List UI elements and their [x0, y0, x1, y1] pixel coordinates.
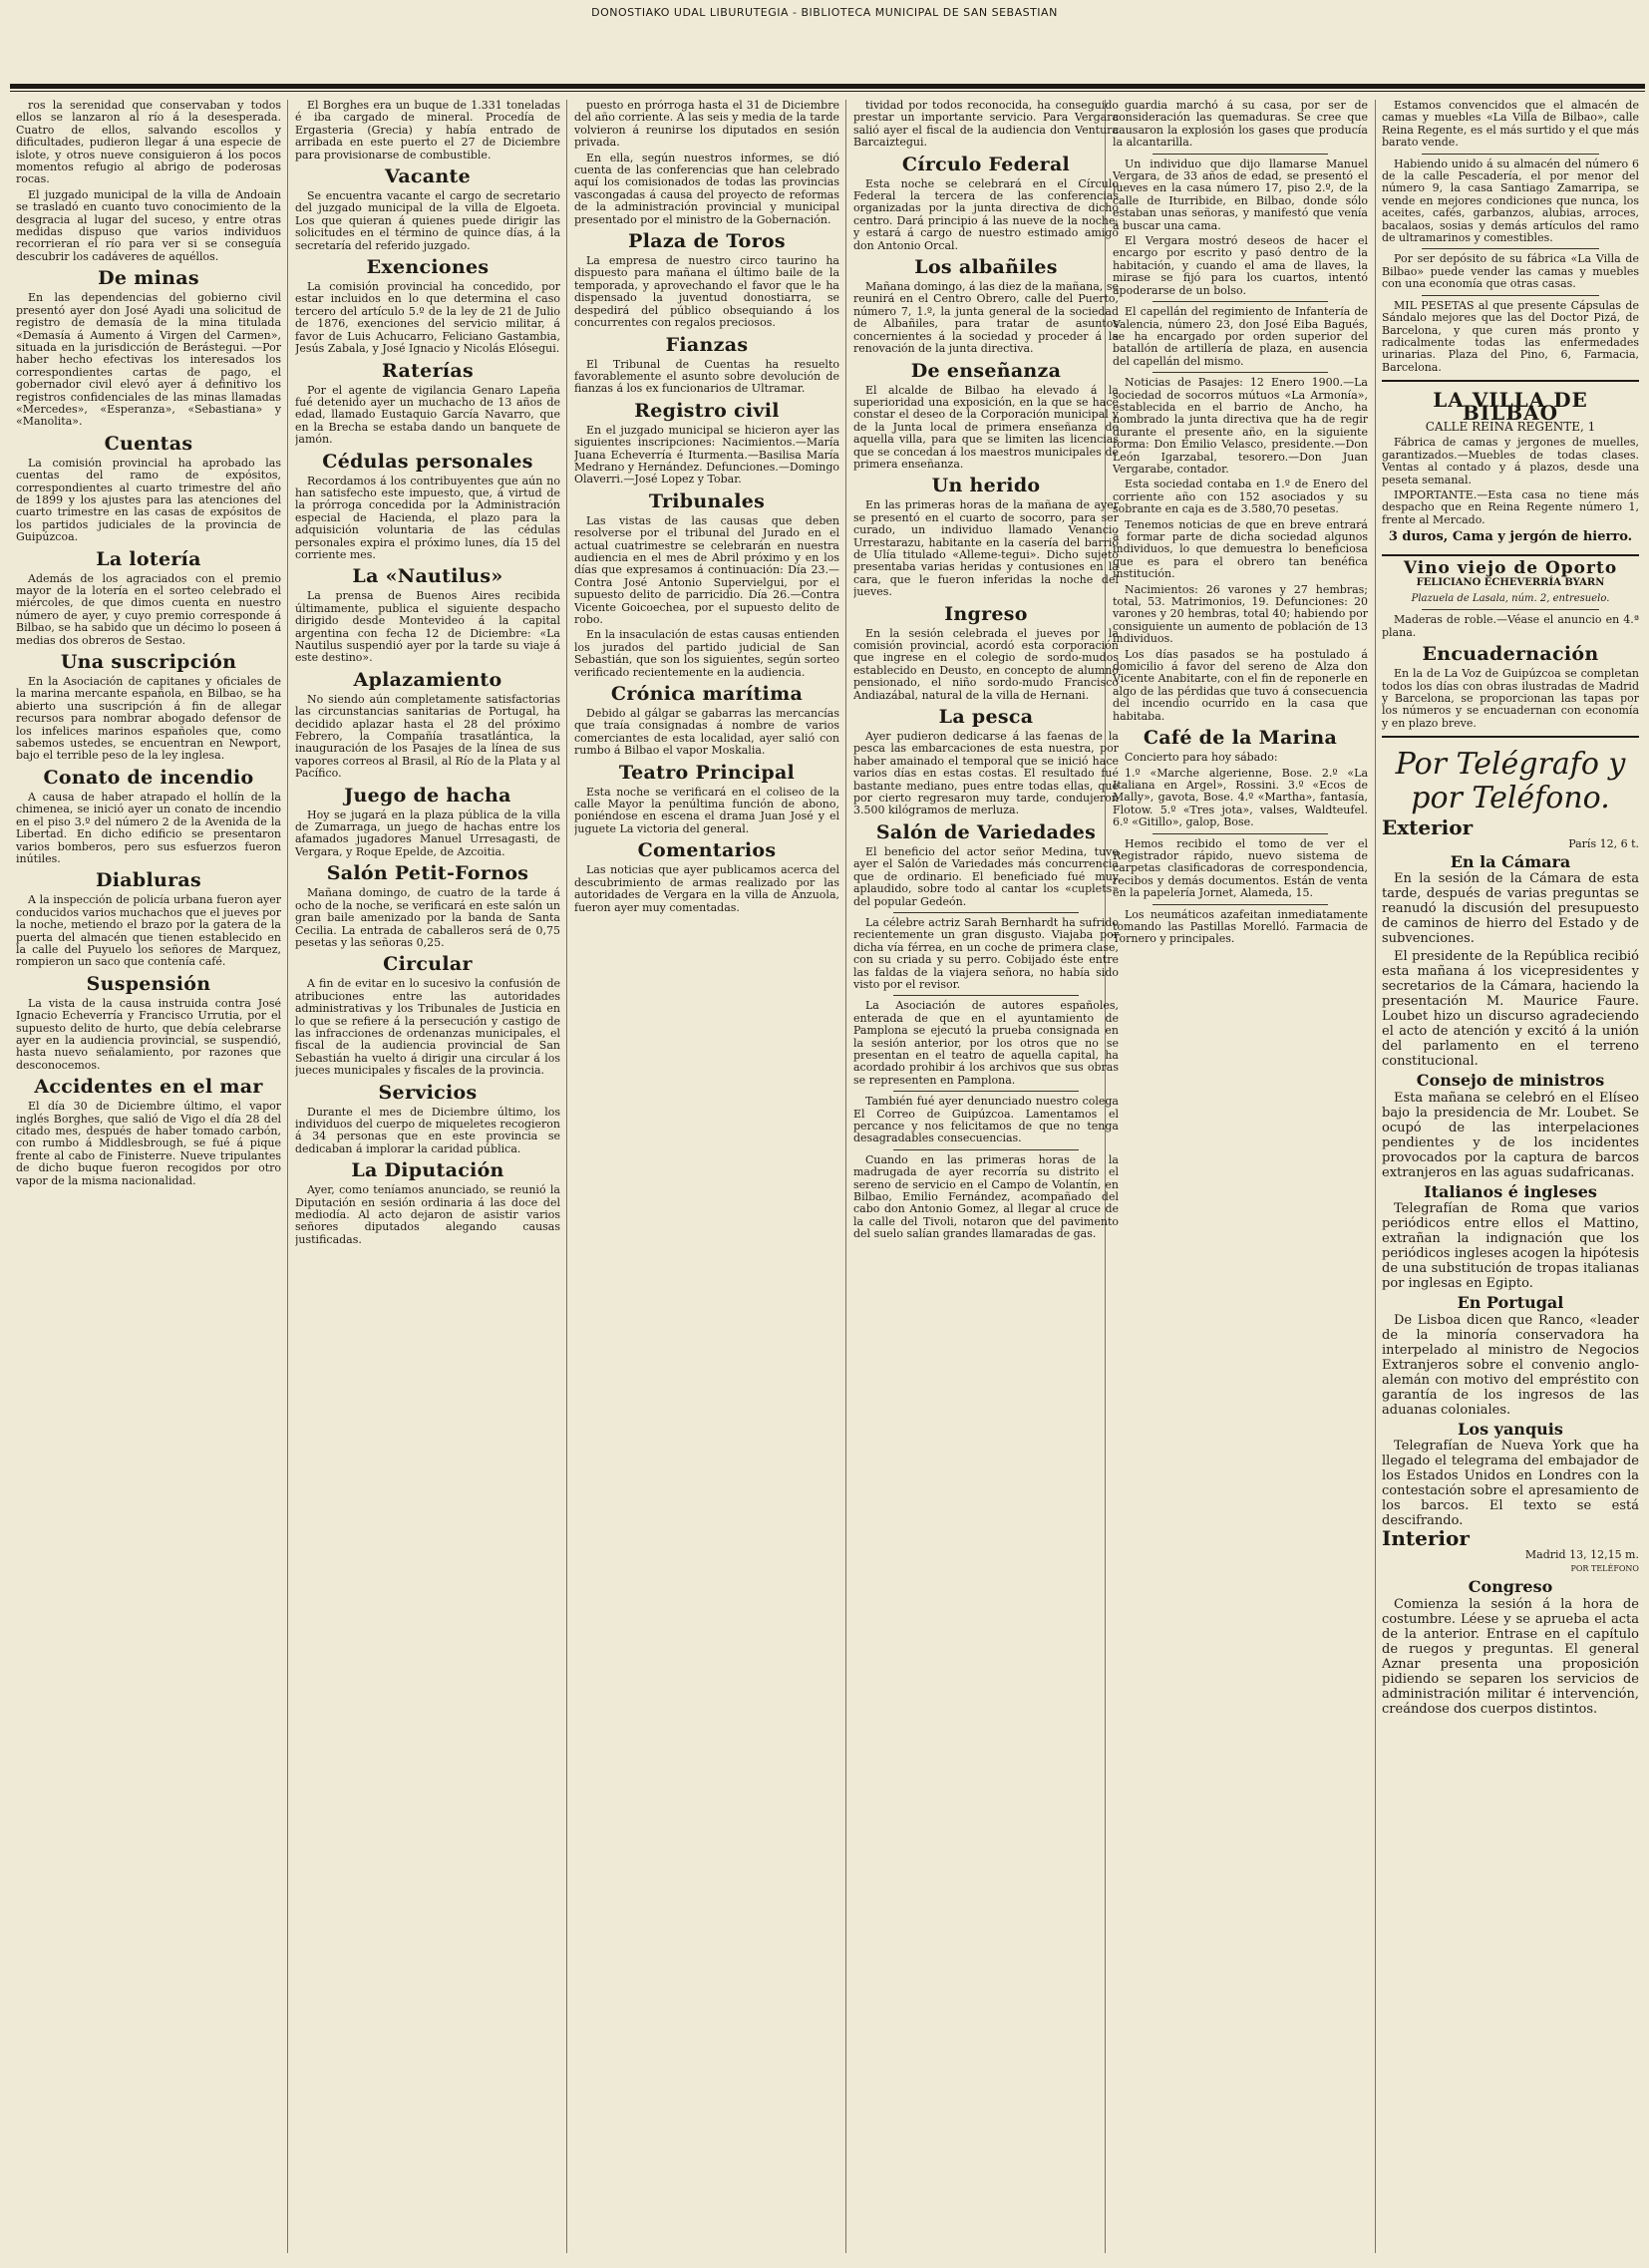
column-3	[574, 100, 839, 2258]
ad-text: Habiendo unido á su almacén del número 6 de la calle Pescadería, el por menor del número 9, la casa Santiago Zamarripa, se vende en mejores condiciones que nunca, los aceites, cafés, garbanzos, alubias, arroces, bacalaos, sosias y demás artículos del ramo de ultramarinos y comestibles.	[1382, 157, 1639, 245]
headline-pesca: La pesca	[938, 706, 1034, 729]
article-text: tividad por todos reconocida, ha conseguido prestar un importante servicio. Para Vergara salió ayer el fiscal de la audiencia don Ventura Barcaiztegui.	[853, 100, 1119, 150]
concert-program: 1.º «Marche algerienne, Bose. 2.º «La Italiana en Argel», Rossini. 3.º «Ecos de Mally», gavota, Bose. 4.º «Martha», fantasía, Flotow. 5.º «Tres jota», valses, Waldteufel. 6.º «Gitillo», galop, Bose.	[1113, 766, 1368, 829]
article-text: Nacimientos: 26 varones y 27 hembras; total, 53. Matrimonios, 19. Defunciones: 20 varones y 20 hembras, total 40; habiendo por consiguiente un aumento de población de 13 individuos.	[1113, 582, 1368, 646]
article-text: Los neumáticos azafeitan inmediatamente tomando las Pastillas Morelló. Farmacia de Tornero y principales.	[1113, 907, 1368, 946]
divider	[1153, 833, 1328, 834]
article-text: En las dependencias del gobierno civil presentó ayer don José Ayadi una solicitud de registro de demasía de la mina titulada «Demasía á Aumento á Virgen del Carmen», situada en la jurisdicción de Berástegui. —Por haber hecho efectivas los interesados los correspondientes cartas de pago, el gobernador civil elevó ayer á definitivo los registros confidenciales de las minas llamadas «Mercedes», «Esperanza», «Sebastiana» y «Manolita».	[16, 291, 281, 429]
headline-albaniles: Los albañiles	[914, 256, 1058, 279]
article-text: Se encuentra vacante el cargo de secretario del juzgado municipal de la villa de Elgoeta. Los que quieran á quienes puede dirigir las solicitudes en el término de quince días, á la secretaría del referido juzgado.	[295, 189, 560, 252]
headline-hacha: Juego de hacha	[344, 784, 511, 807]
article-text: Por el agente de vigilancia Genaro Lapeña fué detenido ayer un muchacho de 13 años de edad, llamado Eustaquio García Navarro, que en la Brecha se estaba dando un banquete de jamón.	[295, 383, 560, 447]
headline-toros: Plaza de Toros	[628, 230, 786, 253]
headline-minas: De minas	[98, 267, 199, 290]
article-text: La célebre actriz Sarah Bernhardt ha sufrido recientemente un gran disgusto. Viajaba por dicha vía férrea, en un coche de primera clase, con su criada y su perro. Cobijado éste entre las faldas de la viajera señora, no había sido visto por el revisor.	[853, 915, 1119, 991]
article-text: Recordamos á los contribuyentes que aún no han satisfecho este impuesto, que, á virtud de la prórroga concedida por la Administración especial de Hacienda, el plazo para la adquisición voluntaria de las cédulas personales expira el próximo lunes, día 15 del corriente mes.	[295, 474, 560, 561]
headline-petit-fornos: Salón Petit-Fornos	[326, 862, 529, 885]
article-text: Comienza la sesión á la hora de costumbre. Léese y se aprueba el acta de la anterior. Entrase en el capítulo de ruegos y preguntas. El general Aznar presenta una proposición pidiendo se separen los servicios de administración militar é intervención, creándose dos cuerpos distintos.	[1382, 1596, 1639, 1717]
ad-text: Fábrica de camas y jergones de muelles, garantizados.—Muebles de todas clases. Ventas al contado y á plazos, desde una peseta semanal.	[1382, 436, 1639, 486]
headline-maritima: Crónica marítima	[610, 683, 804, 706]
ad-text: En la de La Voz de Guipúzcoa se completan todos los días con obras ilustradas de Madrid y Barcelona, se proporcionan las tapas por los números y se encuadernan con economía y en plazo breve.	[1382, 667, 1639, 730]
article-text: Además de los agraciados con el premio mayor de la lotería en el sorteo celebrado el miércoles, de que dimos cuenta en nuestro número de ayer, y cuyo premio corresponde á Bilbao, se ha sabido que un décimo lo poseen á medias dos obreros de Sestao.	[16, 571, 281, 647]
article-text: El día 30 de Diciembre último, el vapor inglés Borghes, que salió de Vigo el día 28 del citado mes, después de haber tomado carbón, con rumbo á Middlesbrough, se fué á pique frente al cabo de Finisterre. Nueve tripulantes de dicho buque fueron recogidos por otro vapor de la misma nacionalidad.	[16, 1100, 281, 1187]
divider	[1422, 154, 1599, 155]
article-text: Telegrafían de Roma que varios periódicos entre ellos el Mattino, extrañan la indignación que los periódicos ingleses acogen la hipótesis de una substitución de tropas italianas por inglesas en Egipto.	[1382, 1201, 1639, 1292]
ad-text: Por ser depósito de su fábrica «La Villa de Bilbao» puede vender las camas y muebles con una economía que otras casas.	[1382, 252, 1639, 291]
headline-herido: Un herido	[931, 475, 1041, 497]
column-divider	[1375, 100, 1376, 2253]
article-text: Ayer, como teníamos anunciado, se reunió la Diputación en sesión ordinaria á las doce del mediodía. Al acto dejaron de asistir varios señores diputados alegando causas justificadas.	[295, 1183, 560, 1246]
divider	[1422, 609, 1599, 610]
article-text: El Borghes era un buque de 1.331 toneladas é iba cargado de mineral. Procedía de Ergasteria (Grecia) y había entrado de arribada en este puerto el 27 de Diciembre para provisionarse de combustible.	[295, 100, 560, 162]
divider	[1153, 301, 1328, 302]
headline-registro: Registro civil	[634, 399, 780, 422]
masthead-rule	[10, 84, 1645, 89]
headline-diabluras: Diabluras	[95, 869, 202, 892]
article-text: Esta sociedad contaba en 1.º de Enero del corriente año con 152 asociados y su sobrante en caja es de 3.580,70 pesetas.	[1113, 478, 1368, 516]
article-text: La prensa de Buenos Aires recibida últimamente, publica el siguiente despacho dirigido desde Montevideo á la capital argentina con fecha 12 de Diciembre: «La Nautilus suspendió ayer por la tarde su viaje á este destino».	[295, 589, 560, 665]
ad-text: MIL PESETAS al que presente Cápsulas de Sándalo mejores que las del Doctor Pizá, de Barcelona, y que curen más pronto y radicalmente todas las enfermedades urinarias. Plaza del Pino, 6, Farmacia, Barcelona.	[1382, 298, 1639, 374]
article-text: Esta mañana se celebró en el Elíseo bajo la presidencia de Mr. Loubet. Se ocupó de las interpelaciones pendientes y de los incidentes provocados por la captura de barcos extranjeros en las aguas sudafricanas.	[1382, 1090, 1639, 1180]
ad-text: Estamos convencidos que el almacén de camas y muebles «La Villa de Bilbao», calle Reina Regente, es el más surtido y el que más barato vende.	[1382, 100, 1639, 150]
article-text: Un individuo que dijo llamarse Manuel Vergara, de 33 años de edad, se presentó el jueves en la casa número 17, piso 2.º, de la calle de Iturribide, en Bilbao, donde sólo estaban unas señoras, y manifestó que venía á buscar una cama.	[1113, 157, 1368, 232]
article-text: Esta noche se verificará en el coliseo de la calle Mayor la penúltima función de abono, poniéndose en escena el drama Juan José y el juguete La victoria del general.	[574, 785, 839, 835]
headline-tribunales: Tribunales	[648, 489, 766, 512]
divider	[1153, 154, 1328, 155]
column-5	[1113, 100, 1368, 2258]
headline-fianzas: Fianzas	[665, 333, 749, 356]
headline-nautilus: La «Nautilus»	[352, 565, 503, 588]
headline-suscripcion: Una suscripción	[60, 651, 237, 674]
article-text: El alcalde de Bilbao ha elevado á la superioridad una exposición, en la que se hace constar el deseo de la Corporación municipal y de la Junta local de primera enseñanza de aquella villa, para que se limiten las licencias que se concedan á los maestros municipales de primera enseñanza.	[853, 383, 1119, 471]
masthead-rule-thin	[10, 91, 1645, 92]
headline-variedades: Salón de Variedades	[875, 820, 1097, 843]
headline-consejo: Consejo de ministros	[1416, 1071, 1605, 1091]
ad-text: IMPORTANTE.—Esta casa no tiene más despacho que en Reina Regente número 1, frente al Mercado.	[1382, 487, 1639, 526]
article-text: Cuando en las primeras horas de la madrugada de ayer recorría su distrito el sereno de servicio en el Campo de Volantín, en Bilbao, Emilio Fernández, acompañado del cabo don Antonio Gomez, al llegar al cruce de la calle del Tivoli, notaron que del pavimento del suelo salían grandes llamaradas de gas.	[853, 1152, 1119, 1241]
article-text: guardia marchó á su casa, por ser de consideración las quemaduras. Se cree que causaron la explosión los gases que producía la alcantarilla.	[1113, 100, 1368, 150]
article-text: Las vistas de las causas que deben resolverse por el tribunal del Jurado en el actual cuatrimestre se celebrarán en nuestra audiencia en el mes de Abril próximo y en los días que expresamos á continuación: Día 23.—Contra José Antonio Supervielgui, por el supuesto delito de parricidio. Día 26.—Contra Vicente Goicoechea, por el supuesto delito de robo.	[574, 513, 839, 626]
dateline-madrid: Madrid 13, 12,15 m.	[1524, 1547, 1639, 1561]
article-text: Debido al gálgar se gabarras las mercancías que traía consignadas á nombre de varios comerciantes de esta localidad, ayer salió con rumbo á Bilbao el vapor Moskalia.	[574, 707, 839, 758]
article-text: No siendo aún completamente satisfactorias las circunstancias sanitarias de Portugal, ha decidido aplazar hasta el 28 del próximo Febrero, la Compañía trasatlántica, la inauguración de los Pasajes de la línea de sus vapores correos al Brasil, al Río de la Plata y al Pacífico.	[295, 692, 560, 781]
article-text: En la sesión celebrada el jueves por la comisión provincial, acordó esta corporación que ingrese en el colegio de sordo-mudos establecido en Deusto, en concepto de alumno pensionado, el niño sordo-mudo Francisco Andiazábal, natural de la villa de Hernani.	[853, 626, 1119, 702]
article-text: El Vergara mostró deseos de hacer el encargo por escrito y pasó dentro de la habitación, y cuando el ama de llaves, la mirase se fijó para los cuartos, intentó apoderarse de un bolso.	[1113, 234, 1368, 297]
headline-raterias: Raterías	[381, 359, 475, 382]
headline-italianos: Italianos é ingleses	[1424, 1181, 1597, 1201]
headline-exenciones: Exenciones	[366, 256, 490, 279]
headline-cuentas: Cuentas	[104, 432, 193, 455]
article-text: En la Asociación de capitanes y oficiales de la marina mercante española, en Bilbao, se ha abierto una suscripción á fin de allegar recursos para nombrar abogado defensor de los infelices marinos españoles que, como sabemos ustedes, se encuentran en Newport, bajo el terrible peso de la ley inglesa.	[16, 675, 281, 763]
article-text: Mañana domingo, á las diez de la mañana, se reunirá en el Centro Obrero, calle del Puerto, número 7, 1.º, la junta general de la sociedad de Albañiles, para tratar de asuntos concernientes á la sociedad y proceder á la renovación de la junta directiva.	[853, 280, 1119, 356]
article-text: La comisión provincial ha concedido, por estar incluidos en lo que determina el caso tercero del artículo 5.º de la ley de 21 de Julio de 1876, exenciones del servicio militar, á favor de Luis Achucarro, Feliciano Gastambia, Jesús Zabala, y José Ignacio y Nicolás Elósegui.	[295, 280, 560, 356]
headline-aplazamiento: Aplazamiento	[353, 668, 502, 691]
ad-title: LA VILLA DE BILBAO	[1433, 388, 1588, 425]
column-divider	[845, 100, 846, 2253]
section-interior: Interior	[1382, 1526, 1470, 1551]
article-text: A causa de haber atrapado el hollín de la chimenea, se inició ayer un conato de incendio en el piso 3.º del número 2 de la Avenida de la Libertad. En dicho edificio se presentaron varios bomberos, pero sus esfuerzos fueron inútiles.	[16, 790, 281, 865]
divider	[1153, 372, 1328, 373]
headline-accidentes: Accidentes en el mar	[34, 1076, 263, 1099]
article-text: En la insaculación de estas causas entienden los jurados del partido judicial de San Sebastián, que son los siguientes, según sorteo verificado recientemente en la audiencia.	[574, 628, 839, 679]
ad-text: Maderas de roble.—Véase el anuncio en 4.ª plana.	[1382, 613, 1639, 639]
article-text: Tenemos noticias de que en breve entrará á formar parte de dicha sociedad algunos individuos, lo que demuestra lo beneficiosa que es para el obrero tan benéfica institución.	[1113, 517, 1368, 581]
divider	[893, 1149, 1079, 1150]
divider	[1422, 248, 1599, 249]
divider	[1153, 904, 1328, 905]
article-text: Esta noche se celebrará en el Círculo Federal la tercera de las conferencias organizadas por la junta directiva de dicho centro. Dará principio á las nueve de la noche, y estará á cargo de nuestro estimado amigo don Antonio Orcal.	[853, 176, 1119, 252]
headline-circulo: Círculo Federal	[901, 153, 1071, 175]
ad-vino-address: Plazuela de Lasala, núm. 2, entresuelo.	[1411, 593, 1610, 604]
headline-camara: En la Cámara	[1450, 852, 1571, 872]
headline-ensenanza: De enseñanza	[910, 359, 1062, 382]
article-text: De Lisboa dicen que Ranco, «leader de la minoría conservadora ha interpelado al ministro de Negocios Extranjeros sobre el convenio anglo-alemán con motivo del empréstito con garantía de los ingresos de las aduanas coloniales.	[1382, 1312, 1639, 1418]
article-text: En el juzgado municipal se hicieron ayer las siguientes inscripciones: Nacimientos.—María Juana Echeverría é Iturmenta.—Basilisa María Medrano y Hernández. Defunciones.—Domingo Olaverri.—José Lopez y Tobar.	[574, 423, 839, 486]
article-text: Hemos recibido el tomo de ver el Registrador rápido, nuevo sistema de carpetas clasificadoras de correspondencia, recibos y demás documentos. Están de venta en la papelería Jornet, Alameda, 15.	[1113, 836, 1368, 900]
article-text: El juzgado municipal de la villa de Andoain se trasladó en cuanto tuvo conocimiento de la desgracia al lugar del suceso, y entre otras medidas dispuso que varios individuos recorrieran el río para ver si se conseguía descubrir los cadáveres de aquéllos.	[16, 187, 281, 263]
article-text: El presidente de la República recibió esta mañana á los vicepresidentes y secretarios de la Cámara, haciendo la presentación M. Maurice Faure. Loubet hizo un discurso agradeciendo el acto de atención y excitó á la unión del parlamento en el terreno constitucional.	[1382, 949, 1639, 1070]
article-text: El beneficio del actor señor Medina, tuvo ayer el Salón de Variedades más concurrencia que de ordinario. El beneficiado fué muy aplaudido, sobre todo al cantar los «cuplets» del popular Gedeón.	[853, 844, 1119, 908]
headline-comentarios: Comentarios	[637, 839, 777, 862]
divider	[1422, 295, 1599, 296]
article-text: Hoy se jugará en la plaza pública de la villa de Zumarraga, un juego de hachas entre los afamados jugadores Manuel Urresagasti, de Vergara, y Roque Epelde, de Azcoitia.	[295, 808, 560, 858]
column-4	[853, 100, 1119, 2258]
article-text: En ella, según nuestros informes, se dió cuenta de las conferencias que han celebrado aquí los comisionados de todas las provincias vascongadas á causa del proyecto de reformas de la administración provincial y municipal presentado por el ministro de la Gobernación.	[574, 151, 839, 226]
article-text: A fin de evitar en lo sucesivo la confusión de atribuciones entre las autoridades administrativas y los Tribunales de Justicia en lo que se refiere á la persecución y castigo de las infracciones de ordenanzas municipales, el fiscal de la audiencia provincial de San Sebastián ha vuelto á dirigir una circular á los jueces municipales y fiscales de la provincia.	[295, 977, 560, 1078]
article-text: La empresa de nuestro circo taurino ha dispuesto para mañana el último baile de la temporada, y aprovechando el favor que le ha dispensado la juventud donostiarra, se despedirá del público obsequiando á los concurrentes con regalos preciosos.	[574, 254, 839, 330]
headline-suspension: Suspensión	[86, 972, 211, 995]
headline-cedulas: Cédulas personales	[322, 450, 533, 473]
headline-portugal: En Portugal	[1457, 1293, 1564, 1313]
headline-loteria: La lotería	[96, 547, 201, 570]
article-text: El Tribunal de Cuentas ha resuelto favorablemente el asunto sobre devolución de fianzas á los ex funcionarios de Ultramar.	[574, 357, 839, 396]
library-header: DONOSTIAKO UDAL LIBURUTEGIA - BIBLIOTECA MUNICIPAL DE SAN SEBASTIAN	[591, 6, 1058, 19]
article-text: Los días pasados se ha postulado á domicilio á favor del sereno de Alza don Vicente Anabitarte, con el fin de reponerle en algo de las pérdidas que tuvo á consecuencia del incendio ocurrido en la casa que habitaba.	[1113, 647, 1368, 723]
divider	[893, 995, 1079, 996]
article-text: Telegrafían de Nueva York que ha llegado el telegrama del embajador de los Estados Unidos en Londres con la contestación sobre el apresamiento de los barcos. El texto se está descifrando.	[1382, 1439, 1639, 1529]
article-text: La Asociación de autores españoles, enterada de que en el ayuntamiento de Pamplona se ejecutó la prueba consignada en la sesión anterior, por los otros que no se presentan en el teatro de aquella capital, ha acordado prohibir á los archivos que sus obras se representen en Pamplona.	[853, 999, 1119, 1087]
column-6	[1382, 100, 1639, 2258]
ad-vino-name: FELICIANO ECHEVERRÍA BYARN	[1416, 576, 1605, 588]
section-rule	[1382, 736, 1639, 738]
headline-circular: Circular	[383, 953, 473, 976]
ad-vino-title: Vino viejo de Oporto	[1403, 558, 1618, 579]
article-text: En las primeras horas de la mañana de ayer se presentó en el cuarto de socorro, para ser curado, un individuo llamado Venancio Urrestarazu, habitante en la casería del barrio de Ulía titulado «Alleme-tegui». Dicho sujeto presentaba varias heridas y contusiones en la cara, que le fueron inferidas la noche del jueves.	[853, 498, 1119, 599]
column-1	[16, 100, 281, 2258]
headline-cafe-marina: Café de la Marina	[1143, 727, 1338, 750]
article-text: La vista de la causa instruida contra José Ignacio Echeverría y Francisco Urrutia, por el supuesto delito de hurto, que debía celebrarse ayer en la audiencia provincial, se suspendió, hasta nuevo señalamiento, por razones que desconocemos.	[16, 996, 281, 1072]
section-exterior: Exterior	[1382, 815, 1474, 840]
dateline-paris: París 12, 6 t.	[1568, 836, 1639, 850]
article-text: También fué ayer denunciado nuestro colega El Correo de Guipúzcoa. Lamentamos el percance y nos felicitamos de que no tenga desagradables consecuencias.	[853, 1095, 1119, 1145]
column-divider	[566, 100, 567, 2253]
article-text: A la inspección de policía urbana fueron ayer conducidos varios muchachos que el jueves por la noche, metiendo el brazo por la gatera de la puerta del almacén que tienen establecido en la calle del Puyuelo los señores de Marquez, rompieron un saco que contenía café.	[16, 893, 281, 969]
headline-servicios: Servicios	[378, 1081, 478, 1104]
article-text: puesto en prórroga hasta el 31 de Diciembre del año corriente. A las seis y media de la tarde volvieron á reunirse los diputados en sesión privada.	[574, 100, 839, 150]
headline-diputacion: La Diputación	[351, 1159, 504, 1182]
article-text: Las noticias que ayer publicamos acerca del descubrimiento de armas realizado por las autoridades de Vergara en la villa de Anzuola, fueron ayer muy comentadas.	[574, 863, 839, 914]
article-text: Mañana domingo, de cuatro de la tarde á ocho de la noche, se verificará en este salón un gran baile amenizado por la banda de Santa Cecilia. La entrada de caballeros será de 0,75 pesetas y las señoras 0,25.	[295, 886, 560, 949]
telegraph-section-title: Por Telégrafo y por Teléfono.	[1395, 747, 1626, 816]
headline-congreso: Congreso	[1468, 1577, 1553, 1597]
article-text: En la sesión de la Cámara de esta tarde, después de varias preguntas se reanudó la discusión del presupuesto de caminos de hierro del Estado y de subvenciones.	[1382, 871, 1639, 947]
headline-vacante: Vacante	[385, 165, 471, 188]
ad-villa-bilbao	[1382, 380, 1639, 556]
article-text: Concierto para hoy sábado:	[1125, 751, 1278, 765]
headline-ingreso: Ingreso	[944, 602, 1028, 625]
article-text: La comisión provincial ha aprobado las cuentas del ramo de expósitos, correspondientes al cuarto trimestre del año de 1899 y los ajustes para las atenciones del cuarto trimestre en las casas de expósitos de los partidos judiciales de la provincia de Guipúzcoa.	[16, 456, 281, 544]
headline-teatro: Teatro Principal	[618, 761, 796, 784]
divider	[893, 1091, 1079, 1092]
column-2	[295, 100, 560, 2258]
headline-encuadernacion: Encuadernación	[1422, 643, 1599, 666]
dateline-phone: POR TELÉFONO	[1570, 1563, 1639, 1573]
ad-address: CALLE REINA REGENTE, 1	[1425, 419, 1596, 434]
headline-yanquis: Los yanquis	[1458, 1419, 1563, 1439]
divider	[893, 912, 1079, 913]
article-text: Noticias de Pasajes: 12 Enero 1900.—La sociedad de socorros mútuos «La Armonía», establecida en el barrio de Ancho, ha nombrado la junta directiva que ha de regir durante el presente año, en la siguiente forma: Don Emilio Velasco, presidente.—Don León Igarzabal, tesorero.—Don Juan Vergarabe, contador.	[1113, 376, 1368, 476]
ad-price: 3 duros, Cama y jergón de hierro.	[1388, 529, 1633, 545]
headline-incendio: Conato de incendio	[43, 766, 254, 789]
article-text: El capellán del regimiento de Infantería de Valencia, número 23, don José Eiba Bagués, se ha encargado por orden superior del batallón de artillería de plaza, en ausencia del capellán del mismo.	[1113, 305, 1368, 368]
article-text: Ayer pudieron dedicarse á las faenas de la pesca las embarcaciones de esta nuestra, por haber amainado el temporal que se inició hace varios días en estas costas. El resultado fué bastante mediano, pues entre todas ellas, que por cierto regresaron muy tarde, condujeron 3.500 kilógramos de merluza.	[853, 730, 1119, 817]
column-divider	[287, 100, 288, 2253]
article-text: Durante el mes de Diciembre último, los individuos del cuerpo de miqueletes recogieron á 34 personas que en este provincia se dedicaban á implorar la caridad pública.	[295, 1105, 560, 1155]
article-text: ros la serenidad que conservaban y todos ellos se lanzaron al río á la desesperada. Cuatro de ellos, salvando escollos y dificultades, pudieron llegar á una especie de islote, y otros nueve consiguieron á los pocos momentos refugio al abrigo de poderosas rocas.	[16, 100, 281, 186]
